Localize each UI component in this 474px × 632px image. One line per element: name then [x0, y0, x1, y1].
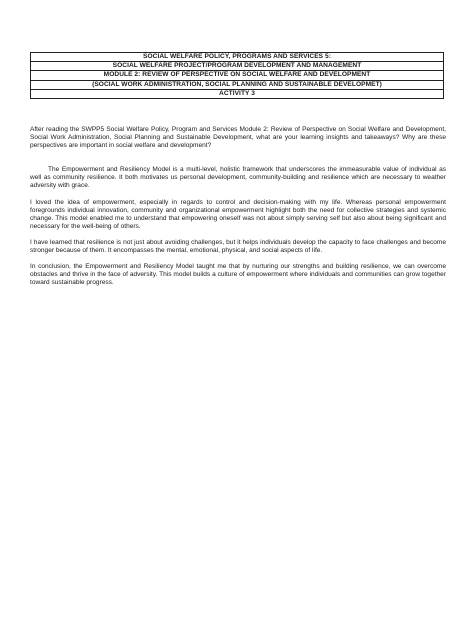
module-title: MODULE 2: REVIEW OF PERSPECTIVE ON SOCIAL WELFARE AND DEVELOPMENT [31, 71, 444, 80]
course-title: SOCIAL WELFARE POLICY, PROGRAMS AND SERVICES 5: [31, 53, 444, 62]
course-subtitle: SOCIAL WELFARE PROJECT/PROGRAM DEVELOPMENT AND MANAGEMENT [31, 62, 444, 71]
activity-label: ACTIVITY 3 [31, 89, 444, 98]
module-subtitle: (SOCIAL WORK ADMINISTRATION, SOCIAL PLANNING AND SUSTAINABLE DEVELOPMET) [31, 80, 444, 89]
question-prompt: After reading the SWPP5 Social Welfare Policy, Program and Services Module 2: Review of Perspective on Social Welfare and Development, Social Work Administration, Social Planning and Sustainable Development, what are your learning insights and takeaways? Why are these perspectives are important in social welfare and development? [30, 126, 446, 150]
header-table [30, 52, 444, 99]
answer-paragraph-4: In conclusion, the Empowerment and Resiliency Model taught me that by nurturing our strengths and building resilience, we can overcome obstacles and thrive in the face of adversity. This model builds a culture of empowerment where individuals and communities can grow together toward sustainable progress. [30, 263, 446, 287]
document-body [30, 126, 446, 295]
answer-paragraph-2: I loved the idea of empowerment, especially in regards to control and decision-making with my life. Whereas personal empowerment foregrounds individual innovation, community and organizational empowerment highlight both the need for collective strategies and systemic change. This model enabled me to understand that empowering oneself was not about simply serving self but also about being significant and necessary for the well-being of others. [30, 198, 446, 230]
answer-paragraph-1: The Empowerment and Resiliency Model is a multi-level, holistic framework that underscores the immeasurable value of individual as well as community resilience. It both motivates us personal development, community-building and resilience which are necessary to weather adversity with grace. [30, 166, 446, 190]
answer-paragraph-3: I have learned that resilience is not just about avoiding challenges, but it helps individuals develop the capacity to face challenges and become stronger because of them. It encompasses the mental, emotional, physical, and social aspects of life. [30, 238, 446, 255]
